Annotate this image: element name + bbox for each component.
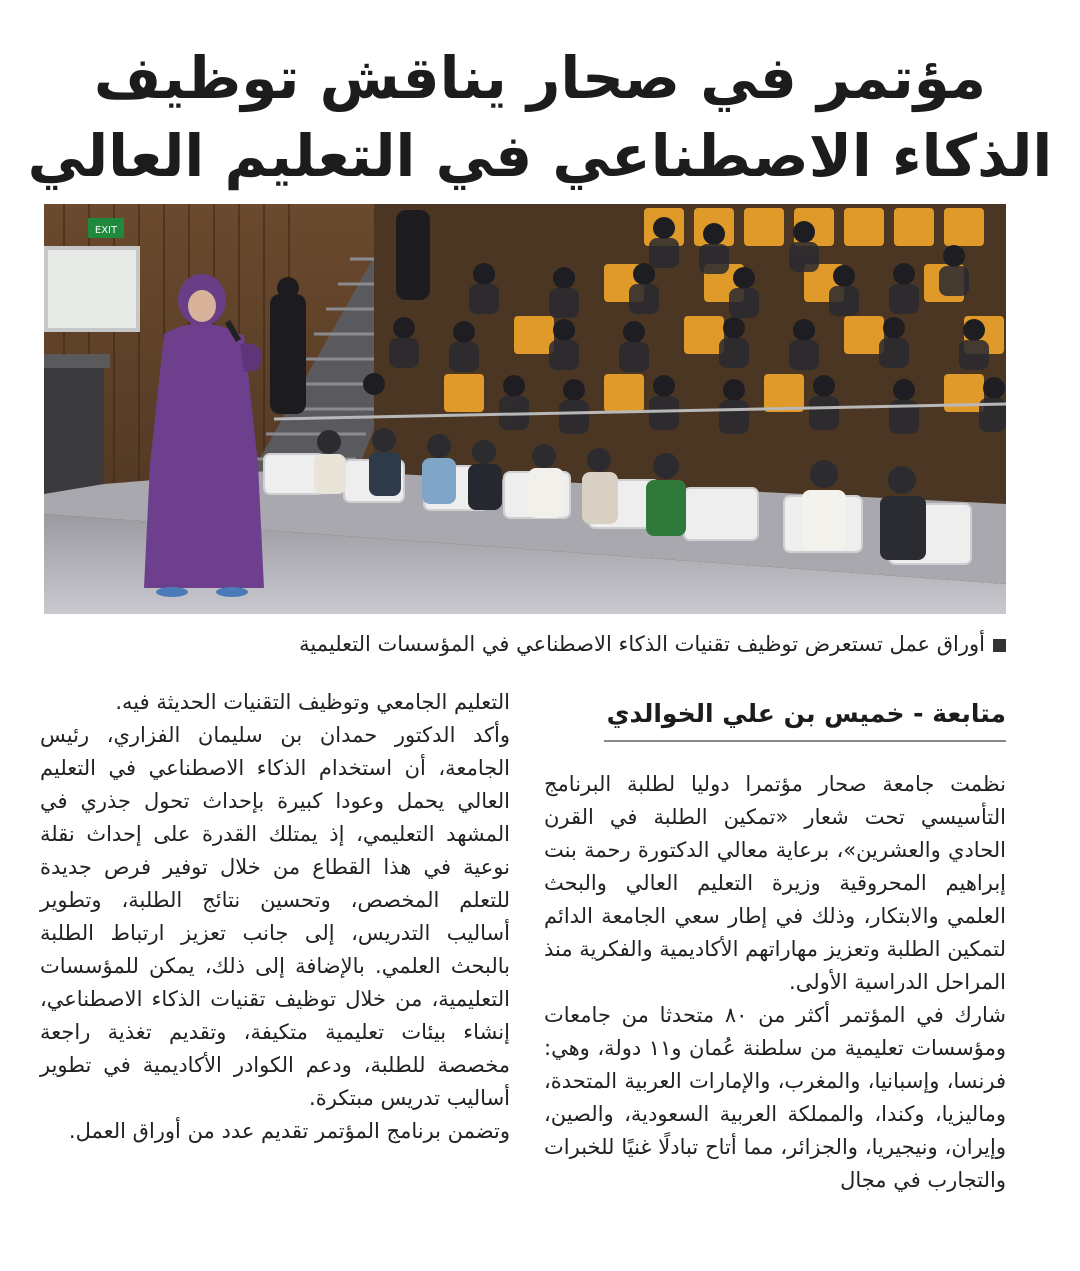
- article-paragraph: التعليم الجامعي وتوظيف التقنيات الحديثة فيه.: [115, 690, 510, 714]
- article-paragraph: وأكد الدكتور حمدان بن سليمان الفزاري، رئيس الجامعة، أن استخدام الذكاء الاصطناعي في التعليم العالي يحمل وعودا كبيرة بإحداث تحول جذري في المشهد التعليمي، إذ يمتلك القدرة على إحداث نقلة نوعية في هذا القطاع من خلال توفير فرص جديدة للتعلم المخصص، وتحسين نتائج الطلبة، وتطوير أساليب التدريس، إلى جانب تعزيز ارتباط الطلبة بالبحث العلمي. بالإضافة إلى ذلك، يمكن للمؤسسات التعليمية، من خلال توظيف تقنيات الذكاء الاصطناعي، إنشاء بيئات تعليمية متكيفة، وتقديم تغذية راجعة مخصصة للطلبة، ودعم الكوادر الأكاديمية في تطوير أساليب تدريس مبتكرة.: [40, 723, 510, 1110]
- exit-sign: EXIT: [94, 225, 118, 236]
- photo-caption: [40, 627, 1006, 661]
- headline-line-2: الذكاء الاصطناعي في التعليم العالي: [27, 122, 1053, 190]
- article-left-column: [40, 686, 510, 1148]
- byline: متابعة - خميس بن علي الخوالدي: [604, 692, 1006, 742]
- article-paragraph: نظمت جامعة صحار مؤتمرا دوليا لطلبة البرنامج التأسيسي تحت شعار «تمكين الطلبة في القرن الحادي والعشرين»، برعاية معالي الدكتورة رحمة بنت إبراهيم المحروقية وزيرة التعليم العالي والبحث العلمي والابتكار، وذلك في إطار سعي الجامعة الدائم لتمكين الطلبة وتعزيز مهاراتهم الأكاديمية والفكرية منذ المراحل الدراسية الأولى.: [544, 772, 1006, 994]
- headline-line-1: مؤتمر في صحار يناقش توظيف: [93, 44, 987, 112]
- caption-bullet-icon: [993, 639, 1006, 652]
- article-paragraph: شارك في المؤتمر أكثر من ٨٠ متحدثا من جامعات ومؤسسات تعليمية من سلطنة عُمان و١١ دولة، وهي: فرنسا، وإسبانيا، والمغرب، والإمارات العربية المتحدة، وماليزيا، وكندا، والمملكة العربية السعودية، والصين، وإيران، ونيجيريا، والجزائر، مما أتاح تبادلًا غنيًا للخبرات والتجارب في مجال: [544, 1003, 1006, 1192]
- article-right-column: [544, 768, 1006, 1197]
- conference-photo: [44, 204, 1006, 614]
- article-paragraph: وتضمن برنامج المؤتمر تقديم عدد من أوراق العمل.: [68, 1119, 510, 1143]
- caption-text: أوراق عمل تستعرض توظيف تقنيات الذكاء الاصطناعي في المؤسسات التعليمية: [299, 632, 985, 656]
